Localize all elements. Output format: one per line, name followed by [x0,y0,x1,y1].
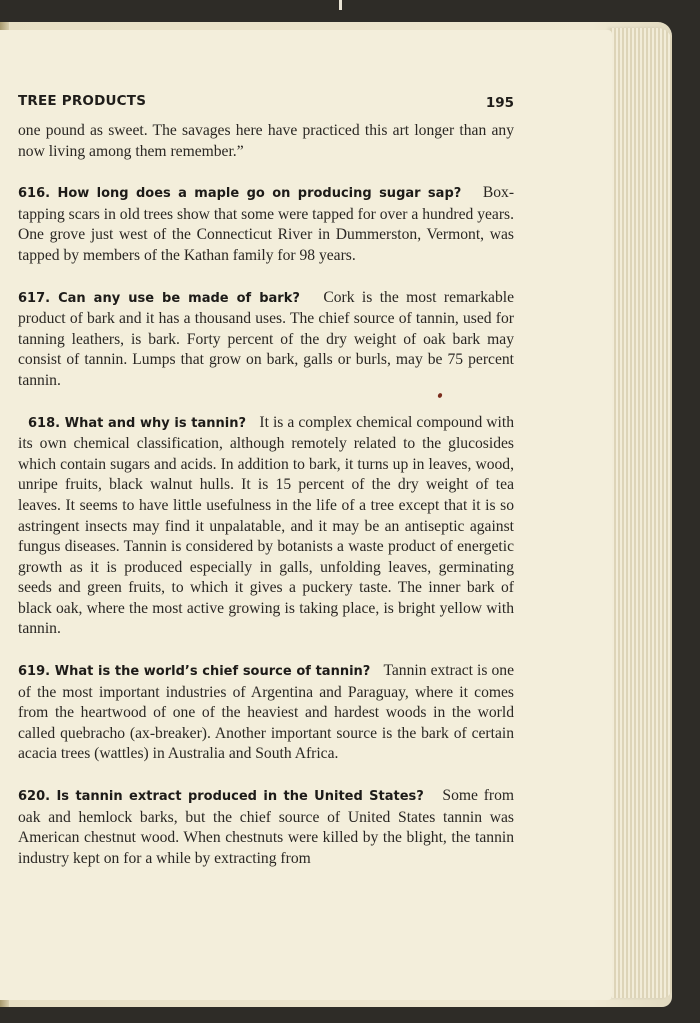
paragraph-continuation [18,121,514,162]
qa-entry-618 [18,413,514,641]
answer-text: Some from oak and hemlock barks, but the chief source of United States tannin was American chestnut wood. When chestnuts were killed by the blight, the tannin industry kept on for a while by extracting from [18,787,515,867]
answer-text: Box-tapping scars in old trees show that some were tapped for over a hundred years. One grove just west of the Connecticut River in Dummerston, Vermont, was tapped by members of the Kathan family for 98 years. [18,184,515,264]
question-heading: 619. What is the world’s chief source of tannin? [18,664,380,680]
answer-text: It is a complex chemical compound with its own chemical classification, although remotely related to the glucosides which contain sugars and acids. In addition to bark, it turns up in leaves, wood, unripe fruits, black walnut hulls. It is 15 percent of the dry weight of tea leaves. It seems to have little usefulness in the life of a tree except that it is so astringent insects may find it unpalatable, and it may be an antiseptic against fungus diseases. Tannin is considered by botanists a waste product of energetic growth as it is produced especially in galls, unfolding leaves, germinating seeds and green fruits, to which it gives a puckery taste. The inner bark of black oak, where the most active growing is taking place, is bright yellow with tannin. [18,413,514,638]
page-header [18,93,514,115]
text-column [18,121,514,890]
running-head: TREE PRODUCTS [18,93,147,109]
paragraph-text: one pound as sweet. The savages here have practiced this art longer than any now living among them remember.” [18,122,514,160]
page-number: 195 [485,95,514,111]
qa-entry-616 [18,183,514,266]
qa-entry-619 [18,661,514,765]
top-mark [339,0,342,10]
question-heading: 618. What and why is tannin? [28,415,256,431]
qa-entry-617 [18,288,514,392]
answer-text: Cork is the most remarkable product of bark and it has a thousand uses. The chief source of tannin, used for tanning leathers, is bark. Forty percent of the dry weight of oak bark may consist of tannin. Lumps that grow on bark, galls or burls, may be 75 percent tannin. [18,288,514,389]
answer-text: Tannin extract is one of the most important industries of Argentina and Paraguay, where it comes from the heartwood of one of the heaviest and hardest woods in the world called quebracho (ax-breaker). Another important source is the bark of certain acacia trees (wattles) in Australia and South Africa. [18,662,514,763]
page-edges [610,28,672,998]
question-heading: 620. Is tannin extract produced in the United States? [18,789,437,805]
question-heading: 617. Can any use be made of bark? [18,290,316,306]
question-heading: 616. How long does a maple go on producing sugar sap? [18,186,477,202]
qa-entry-620 [18,786,514,869]
